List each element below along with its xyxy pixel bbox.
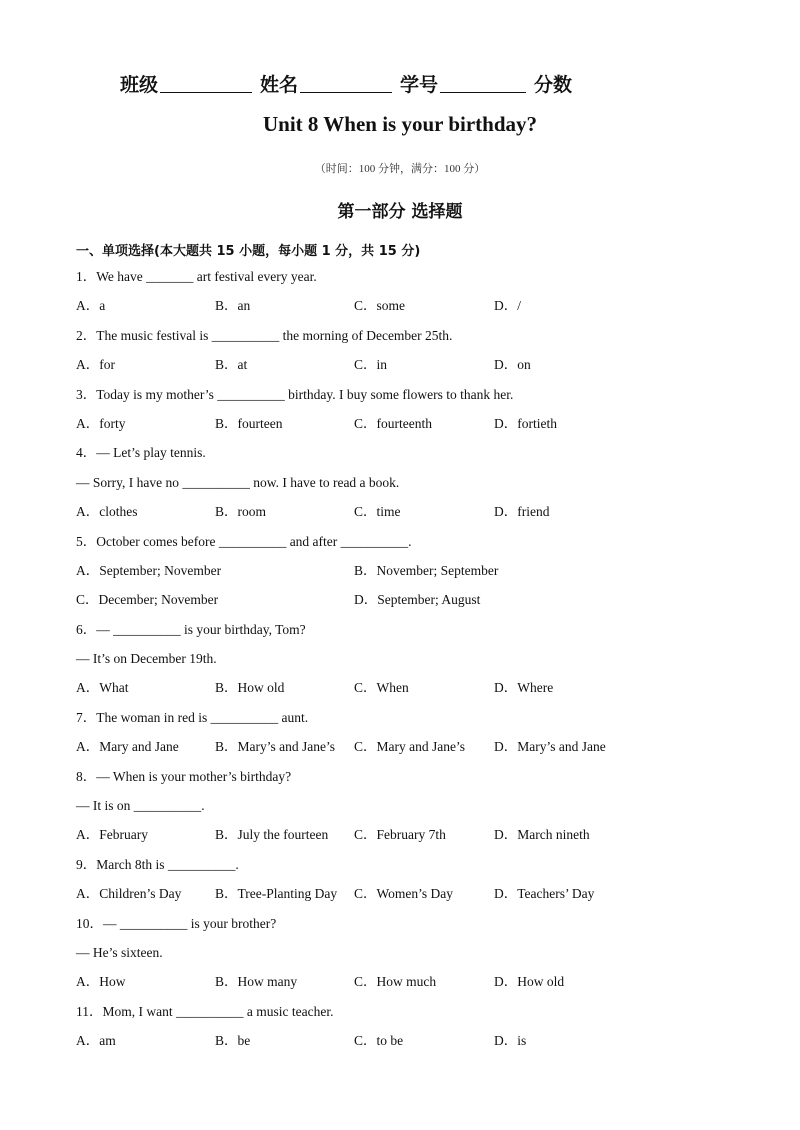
answer-option[interactable]: A．forty [76,415,126,431]
answer-option[interactable]: A．How [76,974,126,990]
info-field-blank[interactable] [160,74,252,93]
answer-option[interactable]: D．March nineth [494,827,590,843]
options-row [76,879,756,908]
answer-option[interactable]: D．on [494,357,531,373]
answer-option[interactable]: C．Mary and Jane’s [354,739,465,755]
question-stem: 10．— __________ is your brother? [76,915,277,931]
question-dialogue-line: — It’s on December 19th. [76,651,217,667]
answer-option[interactable]: D．fortieth [494,415,557,431]
answer-option[interactable]: B．July the fourteen [215,827,329,843]
question-stem: 1．We have _______ art festival every year. [76,269,317,284]
exam-time-note: （时间：100 分钟，满分：100 分） [314,163,486,175]
answer-option[interactable]: D．Teachers’ Day [494,886,595,902]
answer-option[interactable]: C．Women’s Day [354,886,454,902]
answer-option[interactable]: B．be [215,1033,251,1049]
part-title: 第一部分 选择题 [337,202,463,222]
answer-option[interactable]: A．clothes [76,504,138,520]
answer-option[interactable]: C．in [354,357,388,373]
info-field-blank[interactable] [440,74,526,93]
question-stem: 9．March 8th is __________. [76,856,239,872]
answer-option[interactable]: A．Mary and Jane [76,739,179,755]
answer-option[interactable]: C．February 7th [354,827,446,843]
answer-option[interactable]: C．December; November [76,592,219,608]
options-row [76,732,756,761]
answer-option[interactable]: B．Tree-Planting Day [215,886,338,902]
answer-option[interactable]: C．some [354,298,406,314]
answer-option[interactable]: D．September; August [354,592,481,608]
answer-option[interactable]: C．When [354,680,409,696]
question-stem: 11．Mom, I want __________ a music teacher. [76,1003,334,1019]
answer-option[interactable]: D．How old [494,974,565,990]
question-list [76,262,756,1056]
answer-option[interactable]: B．room [215,504,267,520]
options-row [76,497,756,526]
question-dialogue-line: — It is on __________. [76,798,205,814]
options-row [76,1026,756,1055]
info-field [534,74,572,96]
info-field [260,74,392,96]
answer-option[interactable]: C．time [354,504,401,520]
question-stem: 4．— Let’s play tennis. [76,445,206,461]
question-stem: 6．— __________ is your birthday, Tom? [76,621,306,637]
options-row [76,350,756,379]
answer-option[interactable]: B．at [215,357,248,373]
question-stem: 8．— When is your mother’s birthday? [76,768,292,784]
question-stem: 2．The music festival is __________ the morning of December 25th. [76,327,453,343]
info-field [400,74,526,96]
answer-option[interactable]: B．How many [215,974,298,990]
question-stem: 5．October comes before __________ and after __________. [76,533,412,549]
answer-option[interactable]: B．Mary’s and Jane’s [215,739,335,755]
section-heading: 一、单项选择(本大题共 15 小题，每小题 1 分，共 15 分) [76,244,421,259]
answer-option[interactable]: A．for [76,357,115,373]
options-row [76,556,756,585]
info-field [120,74,252,96]
answer-option[interactable]: D．Mary’s and Jane [494,739,606,755]
info-field-blank[interactable] [300,74,392,93]
question-dialogue-line: — Sorry, I have no __________ now. I have to read a book. [76,474,400,490]
answer-option[interactable]: B．November; September [354,562,499,578]
answer-option[interactable]: B．How old [215,680,285,696]
answer-option[interactable]: A．a [76,298,106,314]
info-field-label: 学号 [400,74,439,96]
answer-option[interactable]: D．is [494,1033,527,1049]
question-dialogue-line: — He’s sixteen. [76,944,163,960]
options-row [76,967,756,996]
info-field-label: 分数 [534,74,573,96]
answer-option[interactable]: A．Children’s Day [76,886,182,902]
question-stem: 3．Today is my mother’s __________ birthday. I buy some flowers to thank her. [76,386,514,402]
options-row [76,673,756,702]
answer-option[interactable]: C．How much [354,974,437,990]
answer-option[interactable]: D．/ [494,298,521,314]
answer-option[interactable]: A．What [76,680,129,696]
options-row [76,585,756,614]
answer-option[interactable]: D．Where [494,680,554,696]
info-field-label: 班级 [120,74,159,96]
options-row [76,291,756,320]
page-title: Unit 8 When is your birthday? [262,112,538,136]
info-field-label: 姓名 [260,74,299,96]
options-row [76,820,756,849]
answer-option[interactable]: D．friend [494,504,550,520]
answer-option[interactable]: B．fourteen [215,415,283,431]
student-info-line [120,70,580,97]
answer-option[interactable]: A．February [76,827,148,843]
question-stem: 7．The woman in red is __________ aunt. [76,709,309,725]
answer-option[interactable]: A．am [76,1033,116,1049]
options-row [76,409,756,438]
answer-option[interactable]: A．September; November [76,562,222,578]
answer-option[interactable]: C．fourteenth [354,415,432,431]
answer-option[interactable]: B．an [215,298,251,314]
answer-option[interactable]: C．to be [354,1033,404,1049]
